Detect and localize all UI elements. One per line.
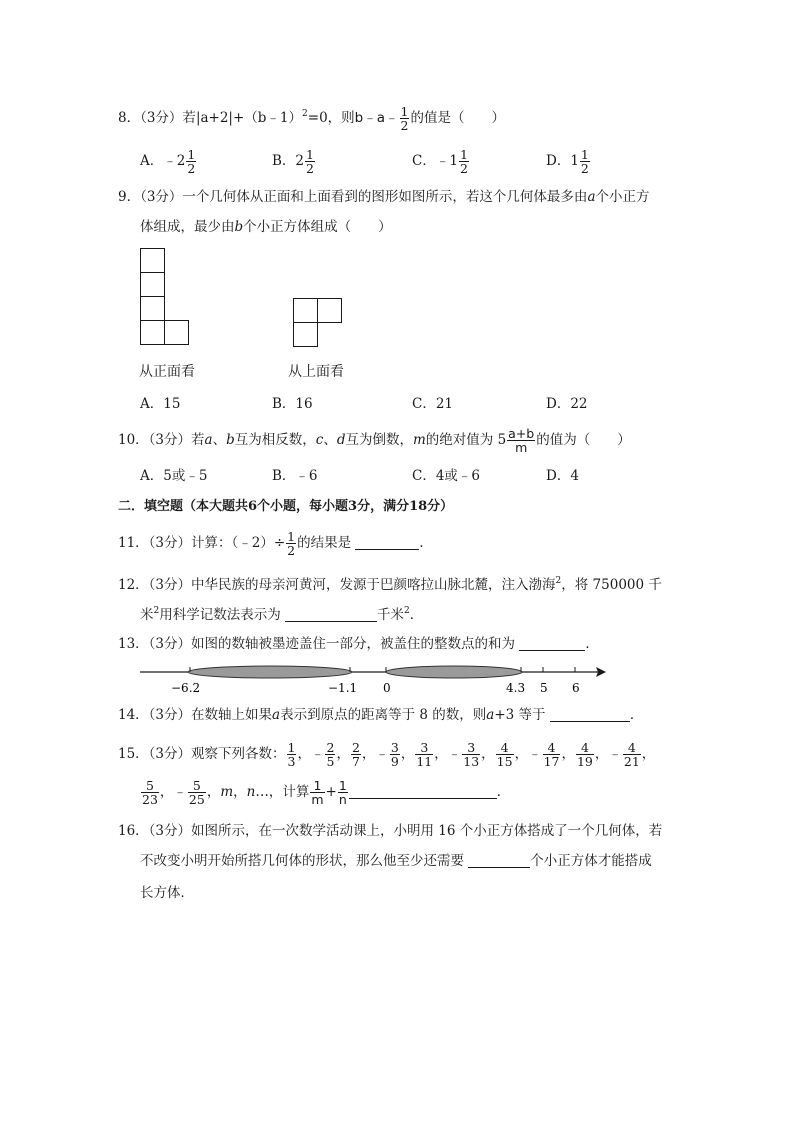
q15-term-sign: ﹣: [310, 746, 325, 762]
q8-number: 8．（3分）若: [118, 110, 196, 126]
q9-var-a: a: [587, 189, 596, 205]
q14-stem: 14．（3分）在数轴上如果a表示到原点的距离等于 8 的数，则a+3 等于 ．: [118, 707, 644, 723]
label-neg-6-2: −6.2: [171, 681, 201, 695]
q15-answer-blank[interactable]: [349, 784, 497, 799]
q12-answer-blank[interactable]: [285, 607, 377, 622]
q13-stem: 13．（3分）如图的数轴被墨迹盖住一部分，被盖住的整数点的和为 ．: [118, 636, 599, 652]
q15-term-fraction: $\frac{1}{3}$: [287, 740, 296, 769]
label-4-3: 4.3: [506, 681, 526, 695]
q13-answer-blank[interactable]: [519, 636, 585, 651]
q15-term-sign: ﹣: [528, 746, 542, 762]
q15-term-fraction: $\frac{2}{7}$: [351, 740, 360, 769]
q8-expression-tail: =0，则: [307, 110, 355, 126]
q8-stem: [118, 104, 505, 132]
q15-term-fraction: $\frac{3}{11}$: [416, 740, 433, 769]
q8-expression: |a+2|+（b﹣1）: [195, 110, 303, 126]
q9-option-b[interactable]: B．16: [272, 396, 313, 412]
top-cube: [317, 298, 342, 323]
q9-stem-line1: 9．（3分）一个几何体从正面和上面看到的图形如图所示，若这个几何体最多由a个小正方: [118, 189, 650, 205]
q11-fraction: $\frac{1}{2}$: [287, 529, 296, 558]
q8-option-a[interactable]: A．﹣2 $\frac{1}{2}$: [140, 147, 196, 176]
q15-fraction-1-over-n: $\frac{1}{n}$: [338, 778, 347, 807]
q10-option-c[interactable]: C．4或﹣6: [412, 468, 481, 484]
q15-separator: ，: [159, 784, 174, 800]
label-0: 0: [383, 681, 391, 695]
front-cube: [140, 248, 165, 273]
q10-stem: 10．（3分）若a、b互为相反数，c、d互为倒数，m的绝对值为 5 $\frac{a+b}{m}$ 的值为（ ）: [118, 426, 631, 455]
front-cube: [140, 320, 165, 345]
label-neg-1-1: −1.1: [328, 681, 358, 695]
top-cube: [293, 298, 318, 323]
q9-option-d[interactable]: D．22: [546, 396, 588, 412]
q15-term-fraction: $\frac{3}{9}$: [390, 740, 399, 769]
q15-term-fraction: $\frac{3}{13}$: [463, 740, 480, 769]
q16-stem-line1: 16．（3分）如图所示，在一次数学活动课上，小明用 16 个小正方体搭成了一个几何体，若: [118, 823, 663, 839]
q8-fraction: $\frac{1}{2}$: [400, 104, 409, 133]
q15-term-sign: ﹣: [375, 746, 389, 762]
q8-option-d[interactable]: D．1 $\frac{1}{2}$: [546, 147, 589, 176]
label-6: 6: [572, 681, 580, 695]
top-cube: [293, 322, 318, 347]
q10-option-d[interactable]: D．4: [546, 468, 579, 484]
q11-stem: 11．（3分）计算：（﹣2）÷ $\frac{1}{2}$ 的结果是 ．: [118, 529, 433, 558]
front-cube: [140, 296, 165, 321]
q10-option-b[interactable]: B．﹣6: [272, 468, 318, 484]
q13-number-line: [0, 660, 794, 700]
q15-term-sign: ﹣: [173, 784, 187, 800]
q9-option-a[interactable]: A．15: [140, 396, 181, 412]
q15-separator: ，: [361, 746, 376, 762]
q15-stem-line1: 15．（3分）观察下列各数： $\frac{1}{3}$ ，﹣ $\frac{2}{5}$ ， $\frac{2}{7}$ ，﹣ $\frac{3}{9}$ ， $\frac{3}{11}$ ，﹣ $\frac{3}{13}$ ， $\frac{4}{15}$ ，﹣ $\frac{4}{17}$ ， $\frac{4}{19}$ ，﹣ $\frac{4}{21}$ ，: [118, 740, 656, 769]
q15-separator: ，: [561, 746, 575, 762]
q10-option-a[interactable]: A．5或﹣5: [140, 468, 208, 484]
q15-separator: ，: [297, 746, 311, 762]
q8-lead: b﹣a﹣: [354, 110, 399, 126]
q16-stem-line3: 长方体．: [140, 885, 194, 901]
label-5: 5: [540, 681, 548, 695]
q15-term-fraction: $\frac{4}{15}$: [496, 740, 513, 769]
q10-fraction: $\frac{a+b}{m}$: [508, 426, 535, 455]
q15-fraction-1-over-m: $\frac{1}{m}$: [311, 778, 324, 807]
q8-option-b[interactable]: B．2 $\frac{1}{2}$: [272, 147, 314, 176]
ink-blot-left: [188, 666, 352, 678]
q9-front-caption: 从正面看: [139, 364, 195, 380]
q15-term-fraction: $\frac{5}{25}$: [188, 778, 205, 807]
q15-term-fraction: $\frac{4}{17}$: [543, 740, 560, 769]
q9-var-b: b: [234, 219, 244, 235]
q15-separator: ，: [400, 746, 415, 762]
q15-stem-line2: $\frac{5}{23}$ ，﹣ $\frac{5}{25}$ ，m，n…，计算 $\frac{1}{m}$ + $\frac{1}{n}$ ．: [142, 778, 511, 807]
q9-option-c[interactable]: C．21: [412, 396, 454, 412]
q15-separator: ，: [336, 746, 350, 762]
q15-separator: ，: [514, 746, 529, 762]
q8-option-c[interactable]: C．﹣1 $\frac{1}{2}$: [412, 147, 468, 176]
q15-separator: ，: [594, 746, 609, 762]
ink-blot-right: [386, 666, 522, 678]
q16-stem-line2: 不改变小明开始所搭几何体的形状，那么他至少还需要 个小正方体才能搭成: [140, 853, 652, 869]
q16-answer-blank[interactable]: [468, 853, 530, 868]
q8-tail: 的值是（ ）: [410, 110, 505, 126]
q15-separator: ，: [481, 746, 495, 762]
q15-sequence-cont: [140, 778, 221, 807]
q11-answer-blank[interactable]: [355, 535, 419, 550]
q15-term-fraction: $\frac{2}{5}$: [326, 740, 335, 769]
q12-stem-line1: 12．（3分）中华民族的母亲河黄河，发源于巴颜喀拉山脉北麓，注入渤海$^2$，将 750000 千: [118, 576, 662, 593]
q15-term-fraction: $\frac{4}{21}$: [623, 740, 640, 769]
q9-stem-line2: 体组成，最少由b个小正方体组成（ ）: [140, 219, 392, 235]
q15-separator: ，: [206, 784, 221, 800]
q15-term-fraction: $\frac{4}{19}$: [576, 740, 593, 769]
q8-exponent: 2: [302, 109, 308, 119]
q9-top-caption: 从上面看: [288, 364, 344, 380]
q12-stem-line2: 米$^2$用科学记数法表示为 千米$^2$．: [140, 606, 424, 623]
q14-answer-blank[interactable]: [550, 707, 630, 722]
section-heading: 二．填空题（本大题共6个小题，每小题3分，满分18分）: [118, 499, 454, 514]
q15-term-fraction: $\frac{5}{23}$: [142, 778, 158, 807]
q15-separator: ，: [434, 746, 448, 762]
front-cube: [164, 320, 189, 345]
q15-term-sign: ﹣: [608, 746, 622, 762]
front-cube: [140, 272, 165, 297]
q15-term-sign: ﹣: [447, 746, 462, 762]
q15-separator: ，: [641, 746, 656, 762]
